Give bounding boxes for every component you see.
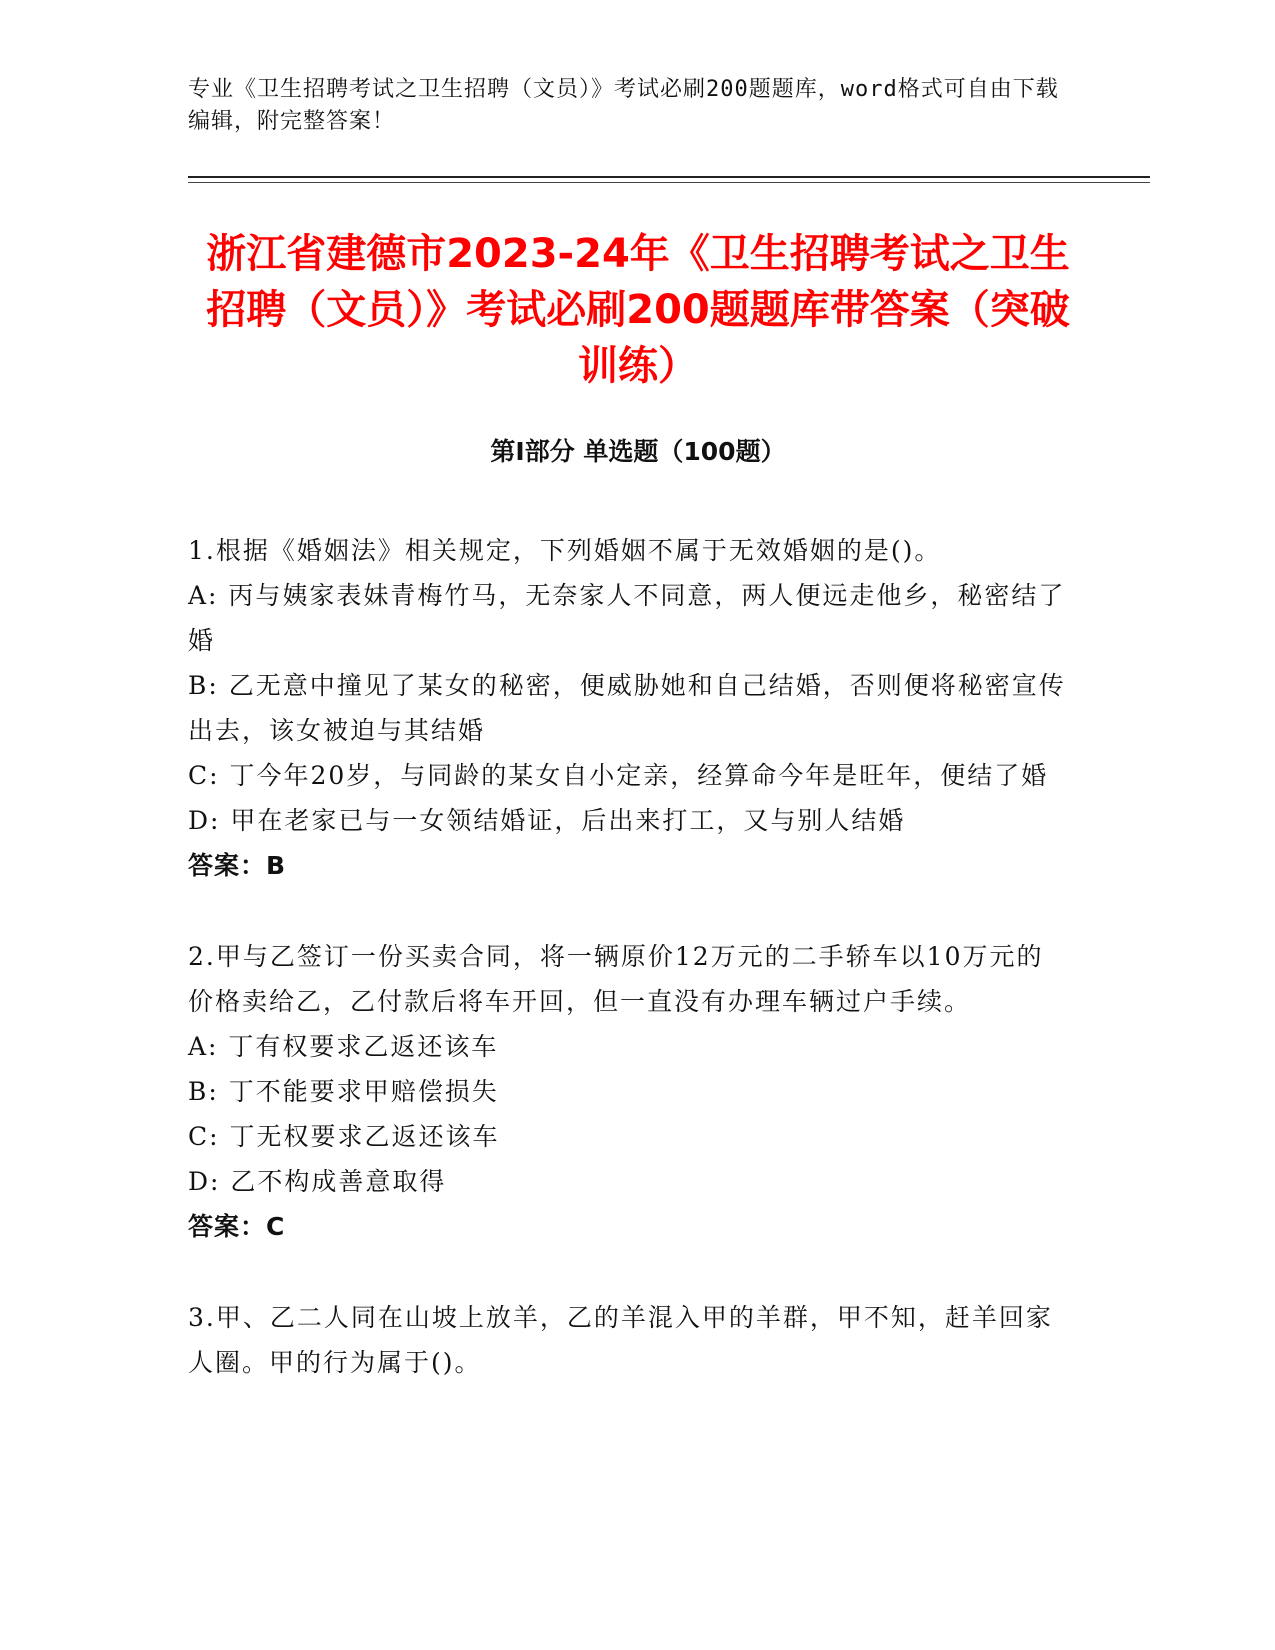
section-title: 第Ⅰ部分 单选题（100题） [490, 437, 786, 466]
option-b: B: 丁不能要求甲赔偿损失 [188, 1077, 499, 1106]
option-c: C: 丁今年20岁，与同龄的某女自小定亲，经算命今年是旺年，便结了婚 [188, 761, 1049, 790]
answer-label: 答案：B [188, 851, 287, 880]
option-b: B: 乙无意中撞见了某女的秘密，便威胁她和自己结婚，否则便将秘密宣传出去，该女被迫与其结婚 [188, 671, 1066, 745]
option-a: A: 丙与姨家表妹青梅竹马，无奈家人不同意，两人便远走他乡，秘密结了婚 [188, 581, 1066, 655]
answer-label: 答案：C [188, 1212, 286, 1241]
question-2 [188, 934, 1068, 1249]
document-title: 浙江省建德市2023-24年《卫生招聘考试之卫生招聘（文员）》考试必刷200题题库带答案（突破训练） [206, 231, 1070, 389]
option-d: D: 乙不构成善意取得 [188, 1167, 447, 1196]
header-divider-thin [188, 182, 1150, 183]
question-list [188, 528, 1068, 1431]
option-d: D: 甲在老家已与一女领结婚证，后出来打工，又与别人结婚 [188, 806, 906, 835]
question-3 [188, 1295, 1068, 1385]
question-1 [188, 528, 1068, 888]
header-divider-thick [188, 176, 1150, 178]
question-stem: 1.根据《婚姻法》相关规定，下列婚姻不属于无效婚姻的是()。 [188, 536, 942, 565]
question-stem: 2.甲与乙签订一份买卖合同，将一辆原价12万元的二手轿车以10万元的价格卖给乙，乙付款后将车开回，但一直没有办理车辆过户手续。 [188, 942, 1044, 1016]
header-note: 专业《卫生招聘考试之卫生招聘（文员）》考试必刷200题题库，word格式可自由下载编辑，附完整答案！ [188, 77, 1059, 134]
question-stem: 3.甲、乙二人同在山坡上放羊，乙的羊混入甲的羊群，甲不知，赶羊回家人圈。甲的行为属于()。 [188, 1303, 1053, 1377]
option-c: C: 丁无权要求乙返还该车 [188, 1122, 500, 1151]
option-a: A: 丁有权要求乙返还该车 [188, 1032, 499, 1061]
